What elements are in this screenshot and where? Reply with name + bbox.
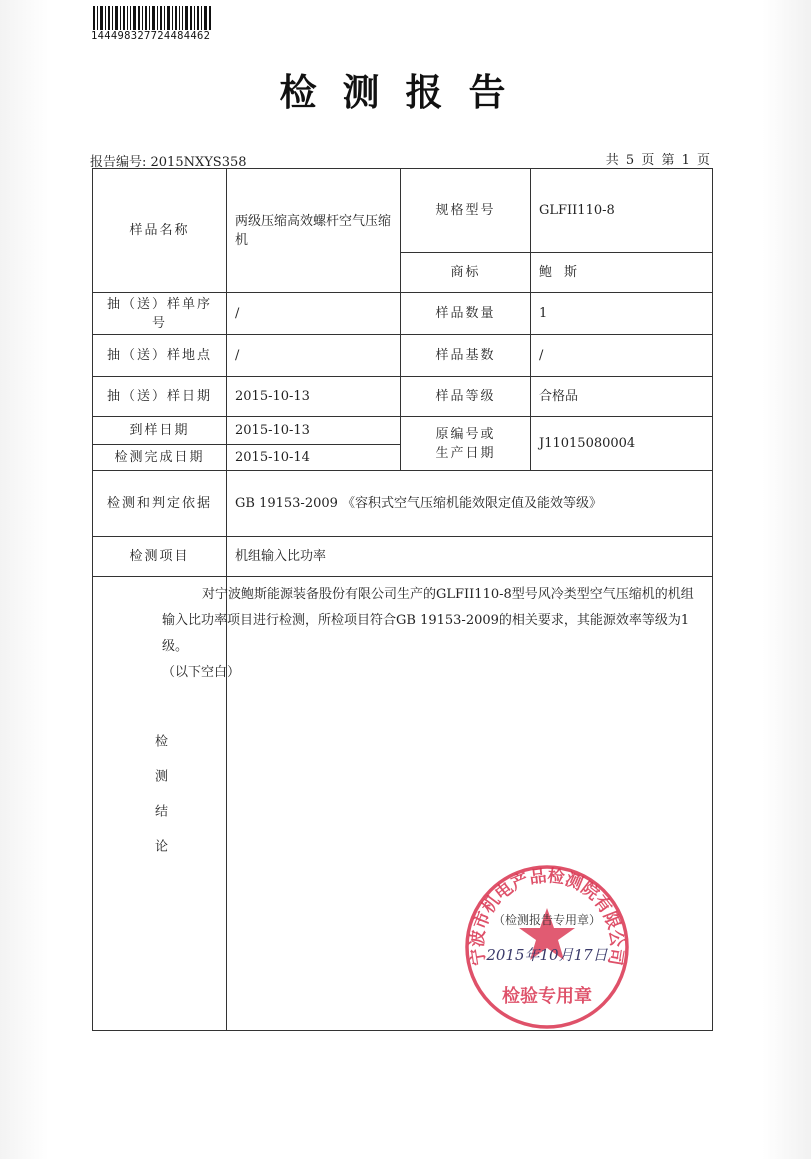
sampling-no-label: 抽（送）样单序号 [93,293,227,335]
sample-base-value: / [531,335,713,377]
sampling-date-value: 2015-10-13 [227,377,401,417]
original-no-label-line1: 原编号或 [435,426,496,442]
original-no-label-line2: 生产日期 [435,445,496,461]
basis-label: 检测和判定依据 [93,471,227,537]
sampling-no-value: / [227,293,401,335]
original-no-label [401,417,531,471]
stamp-center-text: 检验专用章 [502,986,592,1007]
sample-qty-label: 样品数量 [401,293,531,335]
page-info: 共 5 页 第 1 页 [605,153,710,168]
sample-base-label: 样品基数 [401,335,531,377]
sampling-date-label: 抽（送）样日期 [93,377,227,417]
item-label: 检测项目 [93,537,227,577]
conclusion-body: 对宁波鲍斯能源装备股份有限公司生产的GLFII110-8型号风冷类型空气压缩机的机组输入比功率项目进行检测，所检项目符合GB 19153-2009的相关要求，其能源效率等级为1级。 [162,587,694,654]
sampling-site-value: / [227,335,401,377]
barcode-number: 144498327724484462 [91,30,211,42]
model-label: 规格型号 [401,169,531,253]
sample-grade-label: 样品等级 [401,377,531,417]
sample-qty-value: 1 [531,293,713,335]
completion-date-value: 2015-10-14 [227,445,401,471]
basis-value: GB 19153-2009 《容积式空气压缩机能效限定值及能效等级》 [227,471,713,537]
model-value: GLFII110-8 [531,169,713,253]
brand-label: 商标 [401,253,531,293]
original-no-value: J11015080004 [531,417,713,471]
brand-value: 鲍斯 [531,253,713,293]
item-value: 机组输入比功率 [227,537,713,577]
arrival-date-label: 到样日期 [93,417,227,445]
conclusion-text-block [162,582,702,686]
sample-grade-value: 合格品 [531,377,713,417]
official-stamp [462,862,632,1032]
stamp-note: （检测报告专用章） [492,913,602,927]
sample-name-label: 样品名称 [93,169,227,293]
barcode [93,6,213,30]
arrival-date-value: 2015-10-13 [227,417,401,445]
blank-note: （以下空白） [162,665,241,680]
conclusion-label: 检测结论 [152,733,167,874]
sampling-site-label: 抽（送）样地点 [93,335,227,377]
stamp-ring-textpath: 宁波市机电产品检测院有限公司 [467,866,627,967]
report-number: 报告编号: 2015NXYS358 [90,155,247,170]
sample-name-value: 两级压缩高效螺杆空气压缩机 [227,169,401,293]
stamp-date: 2015年10月17日 [486,946,608,964]
completion-date-label: 检测完成日期 [93,445,227,471]
report-title: 检测报告 [279,71,532,114]
